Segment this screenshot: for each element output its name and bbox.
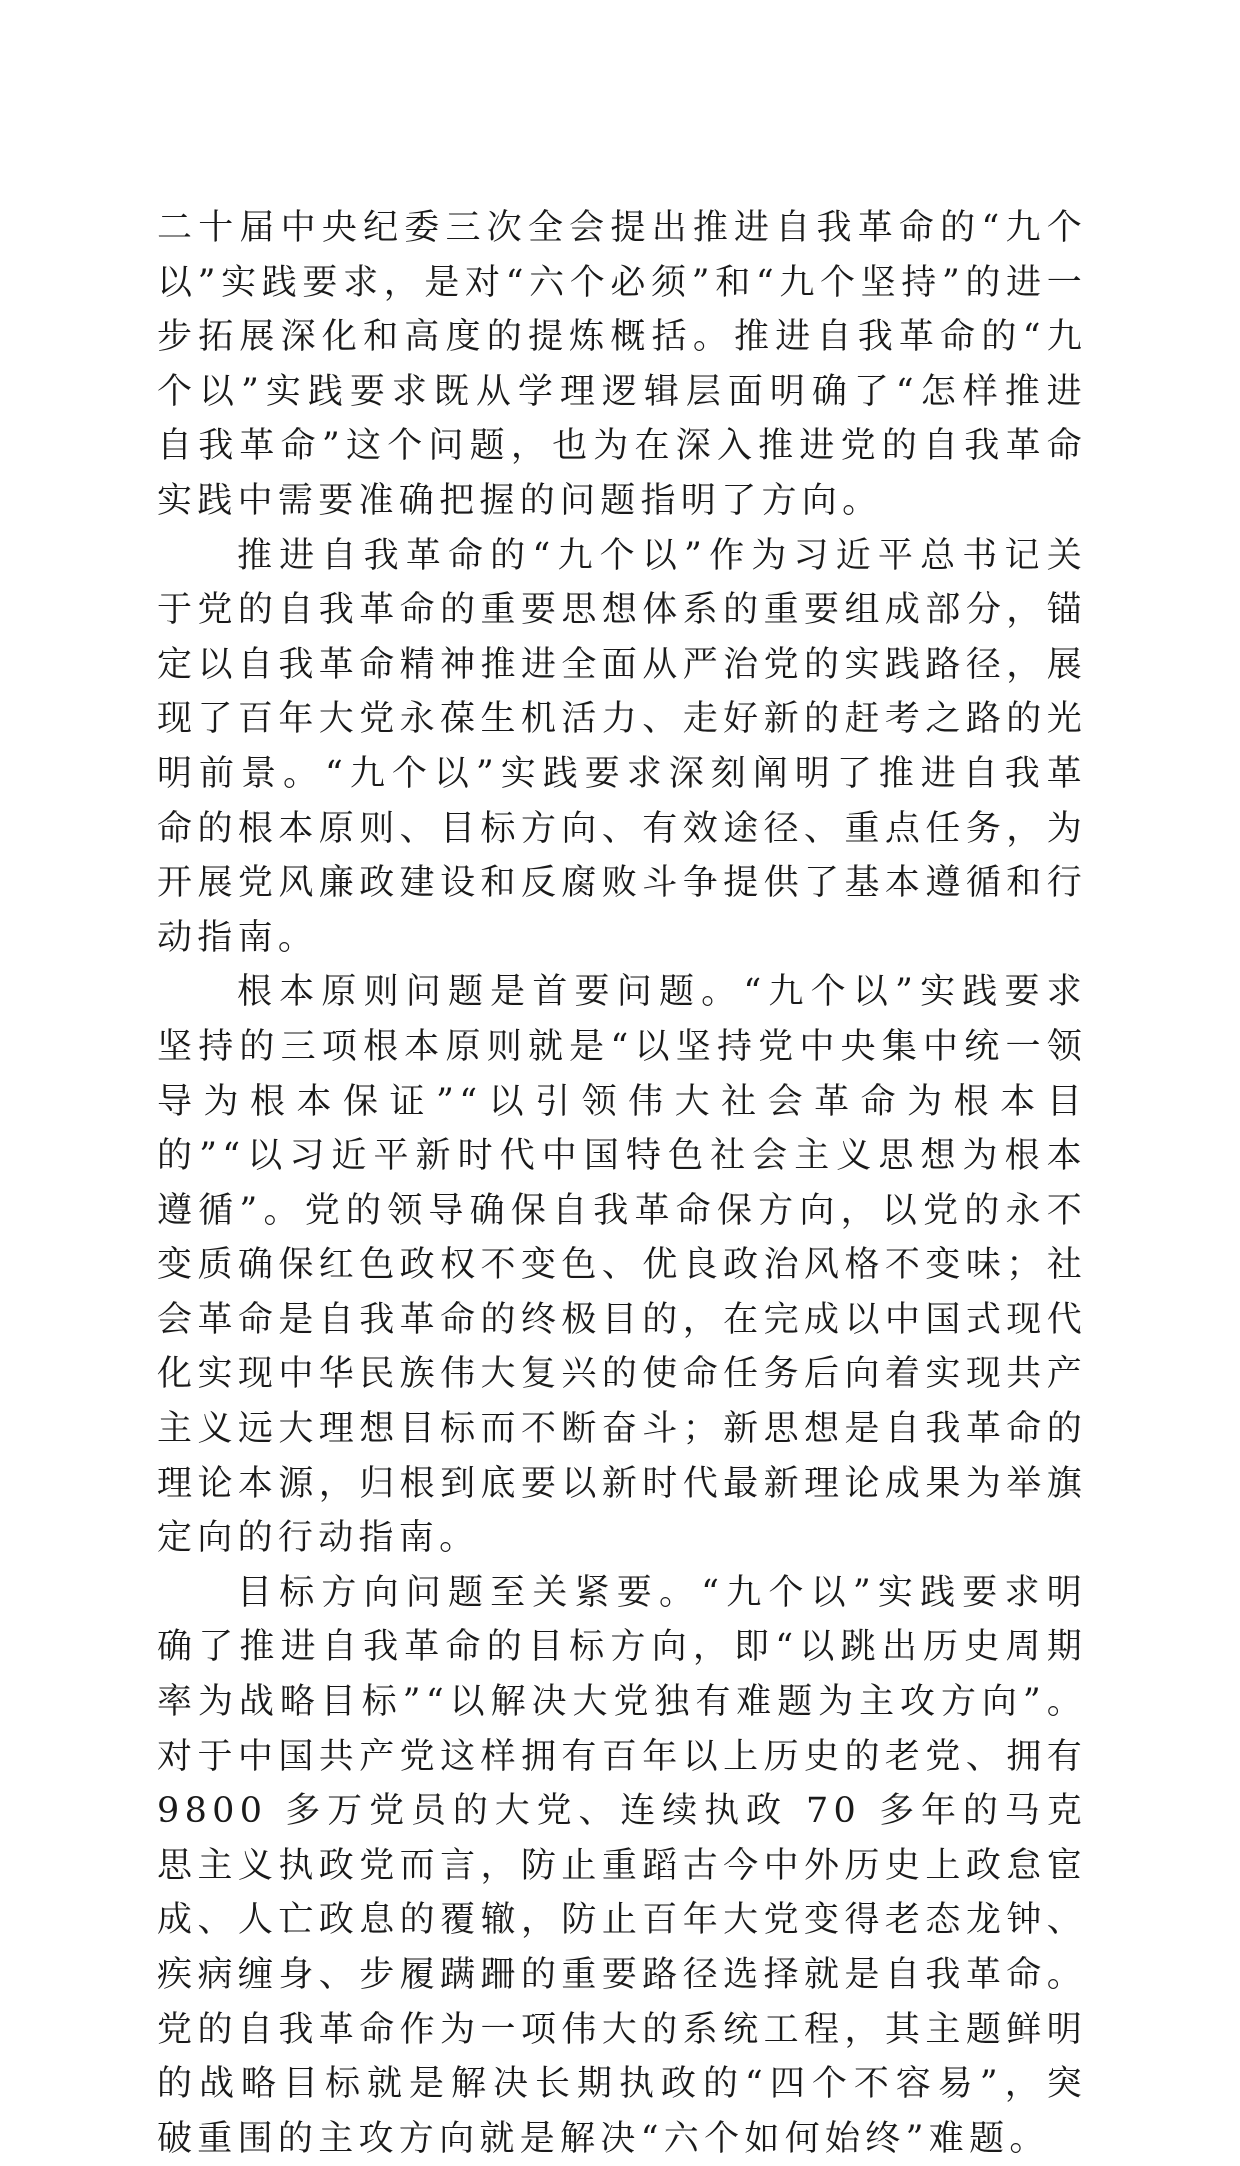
paragraph-text: “九个以”实践要求坚持的三项根本原则就是“以坚持党中央集中统一领导为根本保证”“以引领伟大社会革命为根本目的”“以习近平新时代中国特色社会主义思想为根本遵循”。党的领导确保自我革命保方向，以党的永不变质确保红色政权不变色、优良政治风格不变味；社会革命是自我革命的终极目的，在完成以中国式现代化实现中华民族伟大复兴的使命任务后向着实现共产主义远大理想目标而不断奋斗；新思想是自我革命的理论本源，归根到底要以新时代最新理论成果为举旗定向的行动指南。 [157,972,1087,1559]
paragraph-lead-sentence: 目标方向问题至关紧要。 [237,1572,702,1613]
paragraph-text: 推进自我革命的“九个以”作为习近平总书记关于党的自我革命的重要思想体系的重要组成部分，锚定以自我革命精神推进全面从严治党的实践路径，展现了百年大党永葆生机活力、走好新的赶考之路的光明前景。“九个以”实践要求深刻阐明了推进自我革命的根本原则、目标方向、有效途径、重点任务，为开展党风廉政建设和反腐败斗争提供了基本遵循和行动指南。 [157,535,1087,958]
paragraph-text: 二十届中央纪委三次全会提出推进自我革命的“九个以”实践要求，是对“六个必须”和“九个坚持”的进一步拓展深化和高度的提炼概括。推进自我革命的“九个以”实践要求既从学理逻辑层面明确了“怎样推进自我革命”这个问题，也为在深入推进党的自我革命实践中需要准确把握的问题指明了方向。 [157,208,1087,521]
paragraph-target-direction [157,1566,1087,2166]
paragraph-text: “九个以”实践要求明确了推进自我革命的目标方向，即“以跳出历史周期率为战略目标”“以解决大党独有难题为主攻方向”。对于中国共产党这样拥有百年以上历史的老党、拥有 9800 多万党员的大党、连续执政 70 多年的马克思主义执政党而言，防止重蹈古今中外历史上政怠宦成、人亡政息的覆辙，防止百年大党变得老态龙钟、疾病缠身、步履蹒跚的重要路径选择就是自我革命。党的自我革命作为一项伟大的系统工程，其主题鲜明的战略目标就是解决长期执政的“四个不容易”，突破重围的主攻方向就是解决“六个如何始终”难题。 [157,1572,1087,2159]
paragraph-intro [157,201,1087,529]
paragraph-lead-sentence: 根本原则问题是首要问题。 [237,972,744,1013]
article-body [157,201,1087,2166]
paragraph-fundamental-principles [157,965,1087,1566]
paragraph-nine-principles [157,529,1087,966]
